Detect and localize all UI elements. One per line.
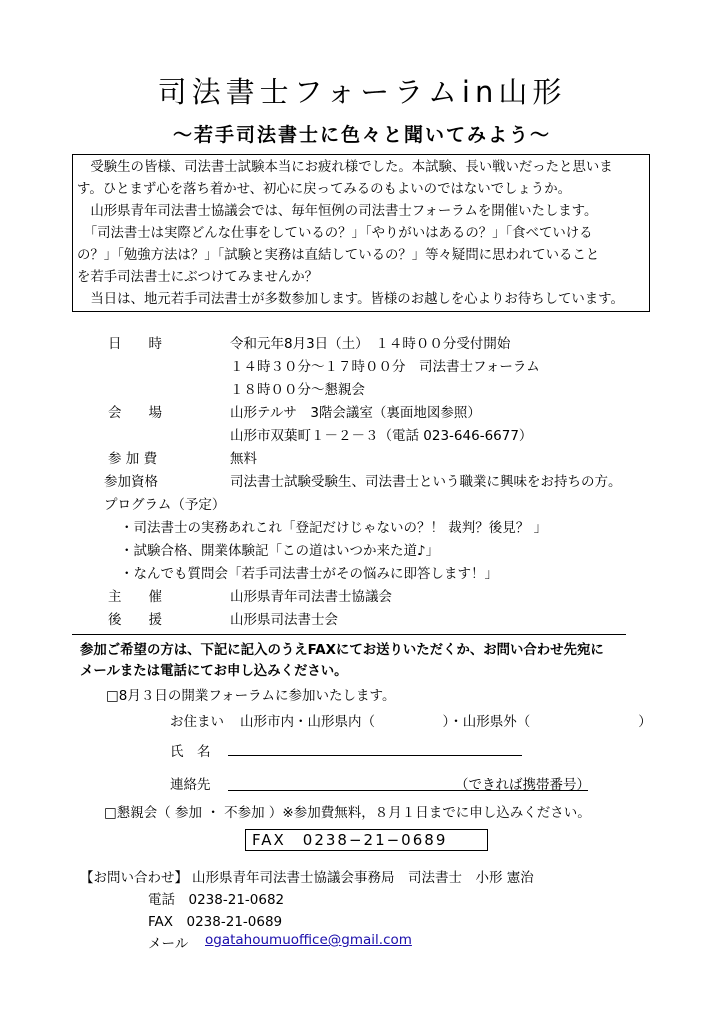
intro-line: 「司法書士は実際どんな仕事をしているの？」「やりがいはあるの？」「食べていける — [77, 226, 593, 241]
address-label: お住まい — [170, 714, 224, 730]
eligibility-label: 参加資格 — [104, 474, 158, 490]
program-item: ・司法書士の実務あれこれ「登記だけじゃないの？！ 裁判？後見？ 」 — [120, 520, 548, 536]
application-note: 参加ご希望の方は、下記に記入のうえFAXにてお送りいただくか、お問い合わせ先宛に — [80, 643, 604, 658]
venue-line: 山形テルサ 3階会議室（裏面地図参照） — [230, 405, 481, 421]
name-label: 氏 名 — [170, 744, 211, 760]
fax-number: FAX 0238−21−0689 — [245, 829, 488, 851]
fee-value: 無料 — [230, 451, 257, 467]
page-title: 司法書士フォーラムin山形 — [157, 75, 567, 109]
intro-line: の？」「勉強方法は？」「試験と実務は直結しているの？」等々疑問に思われていること — [77, 248, 600, 263]
date-line: 令和元年8月3日（土） １４時００分受付開始 — [230, 336, 511, 352]
inquiry-tel: 電話 0238-21-0682 — [148, 892, 285, 908]
page-subtitle: ～若手司法書士に色々と聞いてみよう～ — [172, 124, 551, 146]
intro-line: 山形県青年司法書士協議会では、毎年恒例の司法書士フォーラムを開催いたします。 — [77, 204, 598, 219]
contact-hint: （できれば携帯番号） — [455, 777, 590, 793]
host-label: 主 催 — [108, 589, 162, 605]
inquiry-label: 【お問い合わせ】 — [80, 870, 188, 886]
contact-field[interactable] — [228, 790, 588, 791]
venue-line: 山形市双葉町１－２－３（電話 023-646-6677） — [230, 428, 533, 444]
venue-label: 会 場 — [108, 405, 162, 421]
email-link[interactable]: ogatahoumuoffice@gmail.com — [205, 932, 412, 948]
intro-line: 受験生の皆様、司法書士試験本当にお疲れ様でした。本試験、長い戦いだったと思いま — [77, 160, 613, 175]
forum-checkbox[interactable]: □8月３日の開業フォーラムに参加いたします。 — [106, 688, 396, 704]
divider — [72, 634, 626, 635]
support-value: 山形県司法書士会 — [230, 612, 338, 628]
intro-line: 当日は、地元若手司法書士が多数参加します。皆様のお越しを心よりお待ちしています。 — [77, 292, 624, 307]
inquiry-fax: FAX 0238-21-0689 — [148, 914, 283, 930]
fee-label: 参 加 費 — [108, 451, 158, 467]
party-checkbox[interactable]: □懇親会（ 参加 ・ 不参加 ）※参加費無料，８月１日までに申し込みください。 — [104, 805, 591, 821]
name-field[interactable] — [228, 755, 522, 756]
host-value: 山形県青年司法書士協議会 — [230, 589, 392, 605]
contact-label: 連絡先 — [170, 777, 211, 793]
program-label: プログラム（予定） — [104, 497, 226, 513]
date-label: 日 時 — [108, 336, 162, 352]
intro-line: を若手司法書士にぶつけてみませんか？ — [77, 270, 319, 285]
mail-label: メール — [148, 936, 189, 952]
program-item: ・試験合格、開業体験記「この道はいつか来た道♪」 — [120, 543, 440, 559]
inquiry-org: 山形県青年司法書士協議会事務局 司法書士 小形 憲治 — [192, 870, 534, 886]
program-item: ・なんでも質問会「若手司法書士がその悩みに即答します！」 — [120, 566, 498, 582]
intro-line: す。ひとまず心を落ち着かせ、初心に戻ってみるのもよいのではないでしょうか。 — [77, 182, 571, 197]
eligibility-value: 司法書士試験受験生、司法書士という職業に興味をお持ちの方。 — [230, 474, 622, 490]
date-line: １８時００分～懇親会 — [230, 382, 365, 398]
address-options[interactable]: 山形市内・山形県内（ ）・山形県外（ ） — [240, 714, 652, 730]
intro-box — [72, 154, 650, 312]
application-note: メールまたは電話にてお申し込みください。 — [80, 664, 348, 679]
date-line: １４時３０分～１７時００分 司法書士フォーラム — [230, 359, 540, 375]
support-label: 後 援 — [108, 612, 162, 628]
